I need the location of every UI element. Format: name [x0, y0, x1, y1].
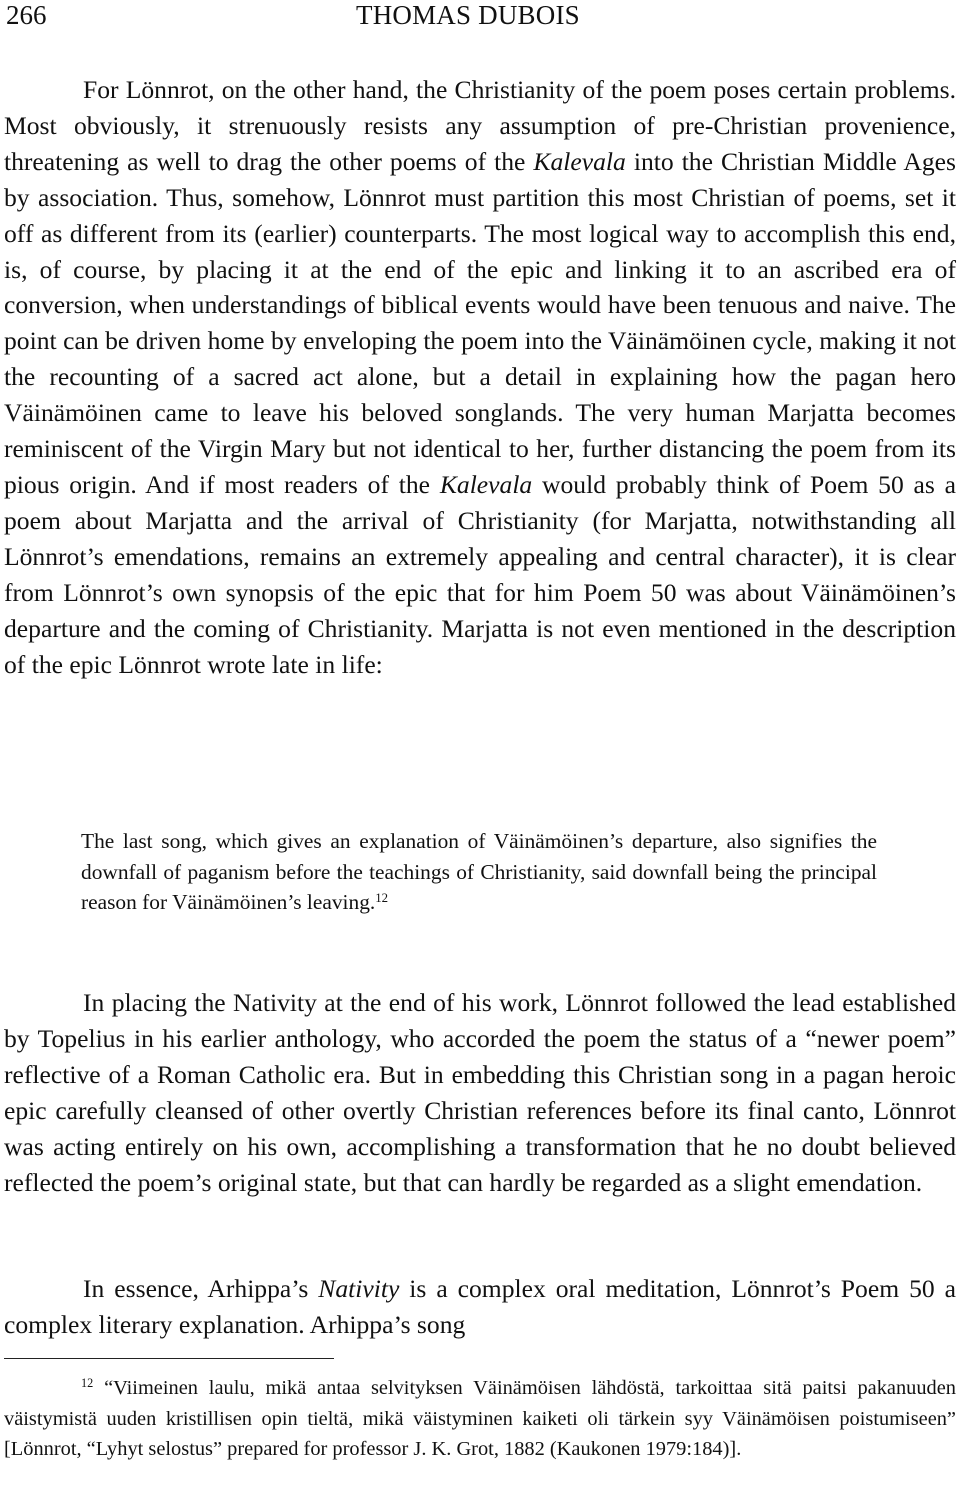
footnote-reference[interactable]: 12 [375, 891, 389, 906]
footnote-separator [4, 1358, 334, 1359]
paragraph-lonnrot-christianity [4, 72, 956, 682]
running-head: THOMAS DUBOIS [356, 0, 580, 30]
paragraph-in-essence [4, 1271, 956, 1343]
page-number: 266 [6, 0, 47, 30]
block-quotation [81, 826, 877, 918]
paragraph-text: is a complex oral meditation, Lönnrot’s Poem 50 a complex literary explanation. Arhippa’s song [4, 1274, 956, 1339]
paragraph-text: For Lönnrot, on the other hand, the Christianity of the poem poses certain problems. Most obviously, it strenuously resists any assumption of pre-Christian provenience, threatening as well to drag the other poems of the [4, 75, 956, 176]
paragraph-text: In placing the Nativity at the end of his work, Lönnrot followed the lead established by Topelius in his earlier anthology, who accorded the poem the status of a “newer poem” reflective of a Roman Catholic era. But in embedding this Christian song in a pagan heroic epic carefully cleansed of other overtly Christian references before its final canto, Lönnrot was acting entirely on his own, accomplishing a transformation that he no doubt believed reflected the poem’s original state, but that can hardly be regarded as a slight emendation. [4, 988, 956, 1197]
page-header [0, 0, 960, 30]
footnote-number: 12 [81, 1376, 94, 1391]
footnote-text: “Viimeinen laulu, mikä antaa selvityksen Väinämöisen lähdöstä, tarkoittaa sitä paitsi pakanuuden väistymistä uuden kristillisen opin tieltä, mikä väistyminen kaiketi oli tärkein syy Väinämöisen poistumiseen” [Lönnrot, “Lyhyt selostus” prepared for professor J. K. Grot, 1882 (Kaukonen 1979:184)]. [4, 1377, 956, 1460]
paragraph-text: would probably think of Poem 50 as a poem about Marjatta and the arrival of Christianity (for Marjatta, notwithstanding all Lönnrot’s emendations, remains an extremely appealing and central character), it is clear from Lönnrot’s own synopsis of the epic that for him Poem 50 was about Väinämöinen’s departure and the coming of Christianity. Marjatta is not even mentioned in the description of the epic Lönnrot wrote late in life: [4, 469, 956, 679]
kalevala-title: Kalevala [439, 469, 533, 499]
paragraph-text: In essence, Arhippa’s [83, 1274, 319, 1303]
quotation-text: The last song, which gives an explanation of Väinämöinen’s departure, also signifies the downfall of paganism before the teachings of Christianity, said downfall being the principal reason for Väinämöinen’s leaving. [81, 829, 877, 915]
paragraph-text: into the Christian Middle Ages by association. Thus, somehow, Lönnrot must partition this most Christian of poems, set it off as different from its (earlier) counterparts. The most logical way to accomplish this end, is, of course, by placing it at the end of the epic and linking it to an ascribed era of conversion, when understandings of biblical events would have been tenuous and naive. The point can be driven home by enveloping the poem into the Väinämöinen cycle, making it not the recounting of a sacred act alone, but a detail in explaining how the pagan hero Väinämöinen came to leave his beloved songlands. The very human Marjatta becomes reminiscent of the Virgin Mary but not identical to her, further distancing the poem from its pious origin. And if most readers of the [4, 146, 956, 499]
kalevala-title: Kalevala [533, 146, 626, 176]
paragraph-nativity-placement [4, 985, 956, 1200]
footnote-12 [4, 1373, 956, 1465]
nativity-title: Nativity [318, 1274, 400, 1303]
